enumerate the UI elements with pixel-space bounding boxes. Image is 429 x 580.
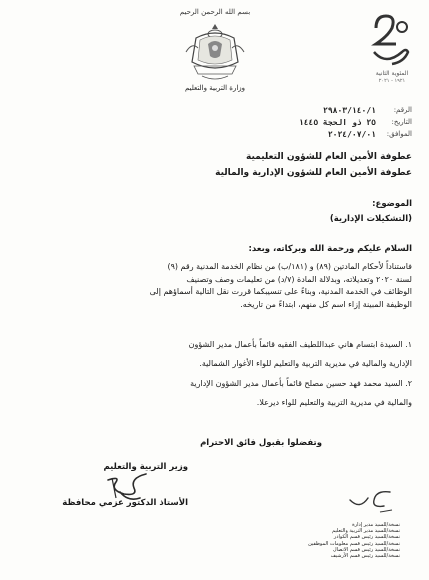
- meta-block: [240, 106, 412, 142]
- cc-line: نسخة/للسيد مدير إدارة: [352, 522, 400, 528]
- cc-line: نسخة/للسيد رئيس قسم معلومات الموظفين: [308, 540, 400, 547]
- addressee-1: عطوفة الأمين العام للشؤون التعليمية: [246, 152, 412, 162]
- ref-row: [240, 106, 412, 118]
- item-2: [20, 378, 412, 409]
- item-line: والمالية في مديرية التربية والتعليم للواء ديرعلا.: [256, 397, 412, 407]
- logo-years: ١٩٢١ - ٢٠٢١: [378, 78, 406, 84]
- greeting: السلام عليكم ورحمة الله وبركاته، وبعد:: [248, 244, 412, 254]
- signatory-name: الأستاذ الدكتور عزمي محافظة: [62, 498, 188, 508]
- coat-of-arms-icon: [182, 22, 248, 84]
- cc-line: نسخة/للسيد رئيس قسم الاتصال: [333, 546, 400, 553]
- subject-value: (التشكيلات الإدارية): [329, 214, 412, 224]
- hijri-value: ٢٥ ذو الحجة ١٤٤٥: [298, 118, 376, 127]
- greg-row: [240, 130, 412, 142]
- body-line: فاستناداً لأحكام المادتين (٨٩) و (١٨١/ب) من نظام الخدمة المدنية رقم (٩): [167, 262, 412, 271]
- ministry-name: وزارة التربية والتعليم: [184, 84, 246, 92]
- hijri-row: [240, 118, 412, 130]
- initials-mark: [340, 486, 400, 516]
- basmala: بسم الله الرحمن الرحيم: [179, 8, 251, 16]
- body-line: الوظيفة المبينة إزاء اسم كل منهم، ابتداءً من تاريخه.: [240, 299, 412, 309]
- cc-line: نسخة/للسيد رئيس قسم الأرشيف: [330, 553, 400, 560]
- centennial-logo: [362, 8, 422, 86]
- body-line: لسنة ٢٠٢٠ وتعديلاته، وبدلالة المادة (٧/د) من تعليمات وصف وتصنيف: [186, 274, 412, 284]
- centennial-logo-icon: [362, 8, 422, 70]
- closing: وتفضلوا بقبول فائق الاحترام: [200, 438, 322, 448]
- cc-line: نسخة/للسيد مدير التربية والتعليم: [332, 528, 400, 535]
- item-line: ٢. السيد محمد فهد حسين مصلح قائماً بأعمال مدير الشؤون الإدارية: [190, 379, 412, 388]
- greg-label: الموافق:: [386, 130, 412, 138]
- ref-label: الرقم:: [393, 106, 412, 114]
- cc-line: نسخة/للسيد رئيس قسم الكوادر: [333, 534, 400, 541]
- signatory-title: وزير التربية والتعليم: [103, 462, 188, 472]
- ref-value: ٢٩٨٠٣/١٤٠/١: [323, 106, 376, 115]
- item-line: ١. السيدة ابتسام هاني عبداللطيف الفقيه قائماً بأعمال مدير الشؤون: [188, 340, 412, 349]
- logo-caption: المئوية الثانية: [375, 70, 409, 77]
- greg-value: ٢٠٢٤/٠٧/٠١: [327, 130, 376, 139]
- body-line: الوظائف في الخدمة المدنية، وبناءً على تنسيبكما قررت نقل التالية أسماؤهم إلى: [149, 287, 412, 296]
- item-line: الإدارية والمالية في مديرية التربية والتعليم للواء الأغوار الشمالية.: [199, 358, 412, 368]
- subject-label: الموضوع:: [372, 199, 412, 209]
- hijri-label: التاريخ:: [391, 118, 412, 126]
- body-paragraph: [20, 261, 412, 311]
- addressee-2: عطوفة الأمين العام للشؤون الإدارية والمالية: [215, 168, 412, 178]
- item-1: [20, 339, 412, 370]
- cc-list: [275, 522, 400, 559]
